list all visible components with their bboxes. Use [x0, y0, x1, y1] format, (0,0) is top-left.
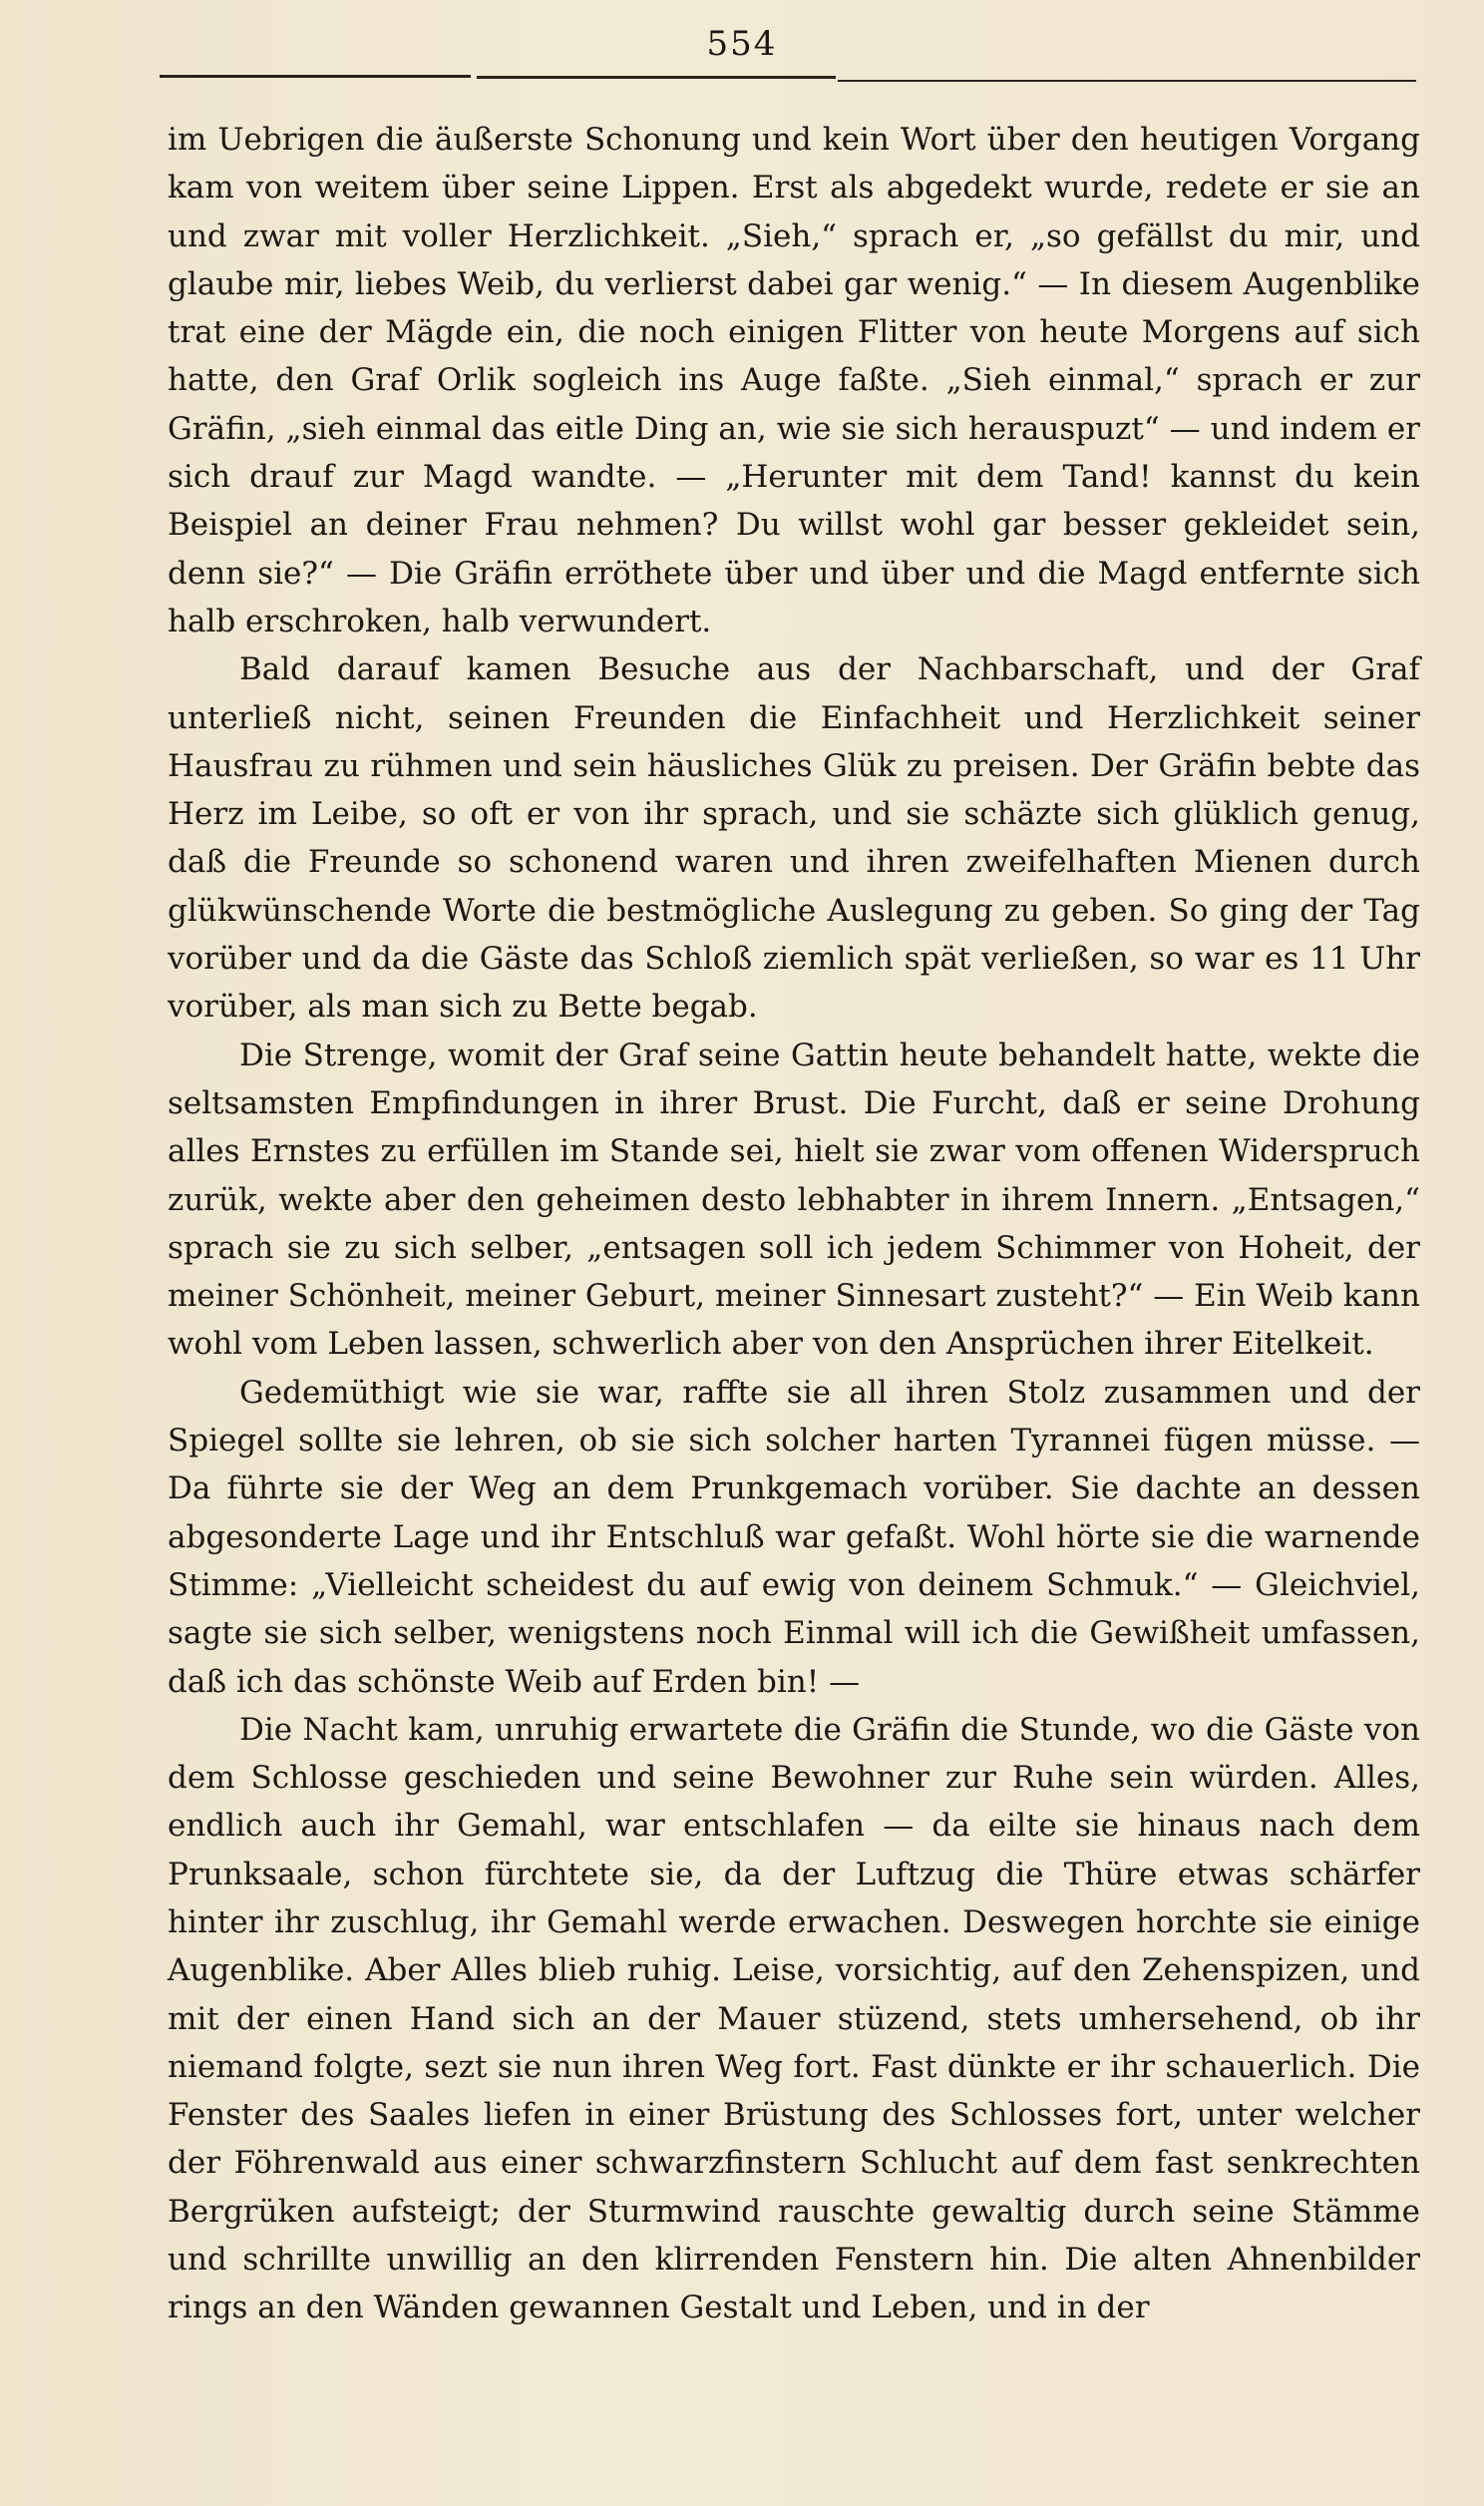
- header-rule-middle: [477, 76, 836, 79]
- header-rule-right: [838, 80, 1416, 82]
- paragraph-2: Bald darauf kamen Besuche aus der Nachbarschaft, und der Graf unterließ nicht, seinen Freunden die Einfachheit und Herzlichkeit seiner Hausfrau zu rühmen und sein häusliches Glük zu preisen. Der Gräfin bebte das Herz im Leibe, so oft er von ihr sprach, und sie schäzte sich glüklich genug, daß die Freunde so schonend waren und ihren zweifelhaften Mienen durch glükwünschende Worte die bestmögliche Auslegung zu geben. So ging der Tag vorüber und da die Gäste das Schloß ziemlich spät verließen, so war es 11 Uhr vorüber, als man sich zu Bette begab.: [168, 651, 1420, 1026]
- paragraph-5: Die Nacht kam, unruhig erwartete die Gräfin die Stunde, wo die Gäste von dem Schlosse geschieden und seine Bewohner zur Ruhe sein würden. Alles, endlich auch ihr Gemahl, war entschlafen — da eilte sie hinaus nach dem Prunksaale, schon fürchtete sie, da der Luftzug die Thüre etwas schärfer hinter ihr zuschlug, ihr Gemahl werde erwachen. Deswegen horchte sie einige Augenblike. Aber Alles blieb ruhig. Leise, vorsichtig, auf den Zehenspizen, und mit der einen Hand sich an der Mauer stüzend, stets umhersehend, ob ihr niemand folgte, sezt sie nun ihren Weg fort. Fast dünkte er ihr schauerlich. Die Fenster des Saales liefen in einer Brüstung des Schlosses fort, unter welcher der Föhrenwald aus einer schwarzfinstern Schlucht auf dem fast senkrechten Bergrüken aufsteigt; der Sturmwind rauschte gewaltig durch seine Stämme und schrillte unwillig an den klirrenden Fenstern hin. Die alten Ahnenbilder rings an den Wänden gewannen Gestalt und Leben, und in der: [168, 1711, 1420, 2326]
- paragraph-1: im Uebrigen die äußerste Schonung und kein Wort über den heutigen Vorgang kam von weitem über seine Lippen. Erst als abgedekt wurde, redete er sie an und zwar mit voller Herzlichkeit. „Sieh,“ sprach er, „so gefällst du mir, und glaube mir, liebes Weib, du verlierst dabei gar wenig.“ — In diesem Augenblike trat eine der Mägde ein, die noch einigen Flitter von heute Morgens auf sich hatte, den Graf Orlik sogleich ins Auge faßte. „Sieh einmal,“ sprach er zur Gräfin, „sieh einmal das eitle Ding an, wie sie sich herauspuzt“ — und indem er sich drauf zur Magd wandte. — „Herunter mit dem Tand! kannst du kein Beispiel an deiner Frau nehmen? Du willst wohl gar besser gekleidet sein, denn sie?“ — Die Gräfin erröthete über und über und die Magd entfernte sich halb erschroken, halb verwundert.: [168, 122, 1420, 639]
- page-number: 554: [706, 24, 778, 64]
- body-text: [168, 116, 1420, 2332]
- header-rule-left: [160, 75, 471, 78]
- paragraph-3: Die Strenge, womit der Graf seine Gattin heute behandelt hatte, wekte die seltsamsten Empfindungen in ihrer Brust. Die Furcht, daß er seine Drohung alles Ernstes zu erfüllen im Stande sei, hielt sie zwar vom offenen Widerspruch zurük, wekte aber den geheimen desto lebhabter in ihrem Innern. „Entsagen,“ sprach sie zu sich selber, „entsagen soll ich jedem Schimmer von Hoheit, der meiner Schönheit, meiner Geburt, meiner Sinnesart zusteht?“ — Ein Weib kann wohl vom Leben lassen, schwerlich aber von den Ansprüchen ihrer Eitelkeit.: [168, 1037, 1420, 1363]
- paragraph-4: Gedemüthigt wie sie war, raffte sie all ihren Stolz zusammen und der Spiegel sollte sie lehren, ob sie sich solcher harten Tyrannei fügen müsse. — Da führte sie der Weg an dem Prunkgemach vorüber. Sie dachte an dessen abgesonderte Lage und ihr Entschluß war gefaßt. Wohl hörte sie die warnende Stimme: „Vielleicht scheidest du auf ewig von deinem Schmuk.“ — Gleichviel, sagte sie sich selber, wenigstens noch Einmal will ich die Gewißheit umfassen, daß ich das schönste Weib auf Erden bin! —: [168, 1374, 1420, 1700]
